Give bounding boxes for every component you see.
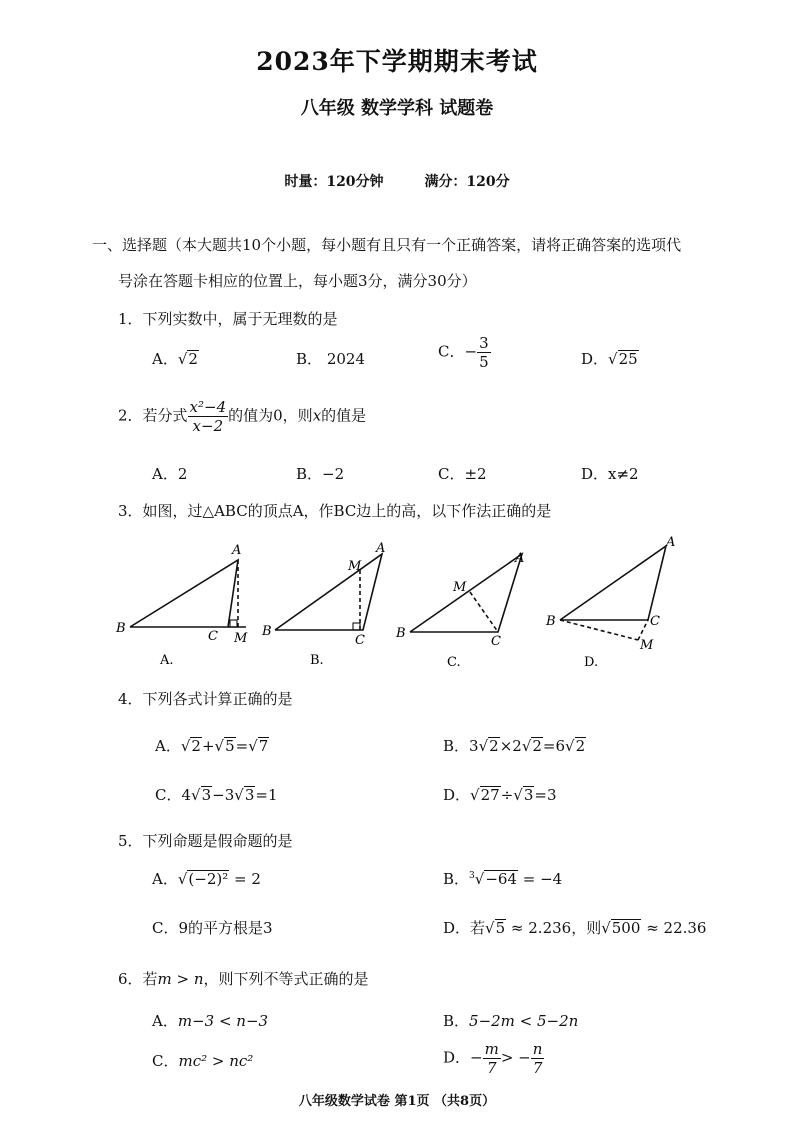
figure-b [275, 554, 382, 630]
q6-option-c: C．mc² > nc² [152, 1052, 254, 1070]
full-score: 满分：120分 [424, 174, 510, 190]
q2-option-b: B．−2 [296, 465, 345, 483]
q6-option-a: A．m−3 < n−3 [152, 1012, 269, 1030]
fig-c-b: B [396, 626, 406, 641]
q2-option-d: D．x≠2 [581, 465, 639, 483]
fig-d-b: B [546, 614, 556, 629]
q3-figures [110, 532, 710, 677]
fig-b-b: B [262, 624, 272, 639]
question-1-stem: 1．下列实数中，属于无理数的是 [118, 310, 338, 328]
fig-a-c: C [208, 629, 218, 644]
q4-option-a: A．√2+√5=√7 [155, 737, 269, 755]
time-limit: 时量：120分钟 [284, 174, 384, 190]
q1-option-b: B． 2024 [296, 350, 365, 368]
figure-a [130, 560, 246, 630]
q1-option-d: D．√25 [581, 350, 638, 368]
q6-option-b: B．5−2m < 5−2n [443, 1012, 579, 1030]
q2-option-a: A．2 [152, 465, 188, 483]
fig-b-label: B. [310, 653, 324, 668]
fig-b-a: A [376, 541, 386, 556]
q5-option-c: C．9的平方根是3 [152, 919, 273, 937]
fig-a-b: B [116, 621, 126, 636]
q2-option-c: C．±2 [438, 465, 487, 483]
exam-subtitle: 八年级 数学学科 试题卷 [300, 98, 494, 119]
fig-d-c: C [650, 614, 660, 629]
fig-d-m: M [640, 638, 654, 653]
fig-a-label: A. [160, 653, 174, 668]
fig-c-m: M [453, 580, 467, 595]
q4-option-c: C．4√3−3√3=1 [155, 786, 278, 804]
q4-option-b: B．3√2×2√2=6√2 [443, 737, 586, 755]
question-3-stem: 3．如图，过△ABC的顶点A，作BC边上的高，以下作法正确的是 [118, 502, 552, 520]
page-footer: 八年级数学试卷 第1页 （共8页） [298, 1094, 496, 1109]
fig-b-m: M [348, 559, 362, 574]
fig-c-a: A [515, 551, 525, 566]
fig-d-a: A [666, 535, 676, 550]
q1-option-a: A．√2 [152, 350, 198, 368]
q6-option-d: D．− $\frac{m}{7}$ > − $\frac{n}{7}$ [443, 1040, 543, 1077]
question-4-stem: 4．下列各式计算正确的是 [118, 690, 293, 708]
fig-a-m: M [234, 631, 248, 646]
question-2-stem: 2．若分式 $\frac{\text{x²−4}}{x-2}$ 的值为0，则x的值是 [118, 398, 367, 435]
exam-title: 2023年下学期期末考试 [256, 47, 538, 76]
question-5-stem: 5．下列命题是假命题的是 [118, 832, 293, 850]
fig-a-a: A [232, 543, 242, 558]
q4-option-d: D．√27÷√3=3 [443, 786, 557, 804]
exam-meta [0, 171, 794, 191]
section-heading: 一、选择题（本大题共10个小题，每小题有且只有一个正确答案，请将正确答案的选项代 [92, 236, 682, 254]
question-6-stem: 6．若m > n，则下列不等式正确的是 [118, 970, 369, 988]
q1-option-c: C．− $\frac{3}{5}$ [438, 334, 489, 371]
q5-option-d: D．若√5 ≈ 2.236，则√500 ≈ 22.36 [443, 919, 707, 937]
q5-option-a: A．√(−2)² = 2 [152, 870, 261, 888]
section-instructions: 号涂在答题卡相应的位置上，每小题3分，满分30分） [118, 272, 477, 290]
fig-c-c: C [491, 634, 501, 649]
q5-option-b: B．$^3$√−64 = −4 [443, 870, 563, 888]
fig-c-label: C. [447, 655, 461, 670]
fig-d-label: D. [584, 655, 599, 670]
fig-b-c: C [355, 633, 365, 648]
